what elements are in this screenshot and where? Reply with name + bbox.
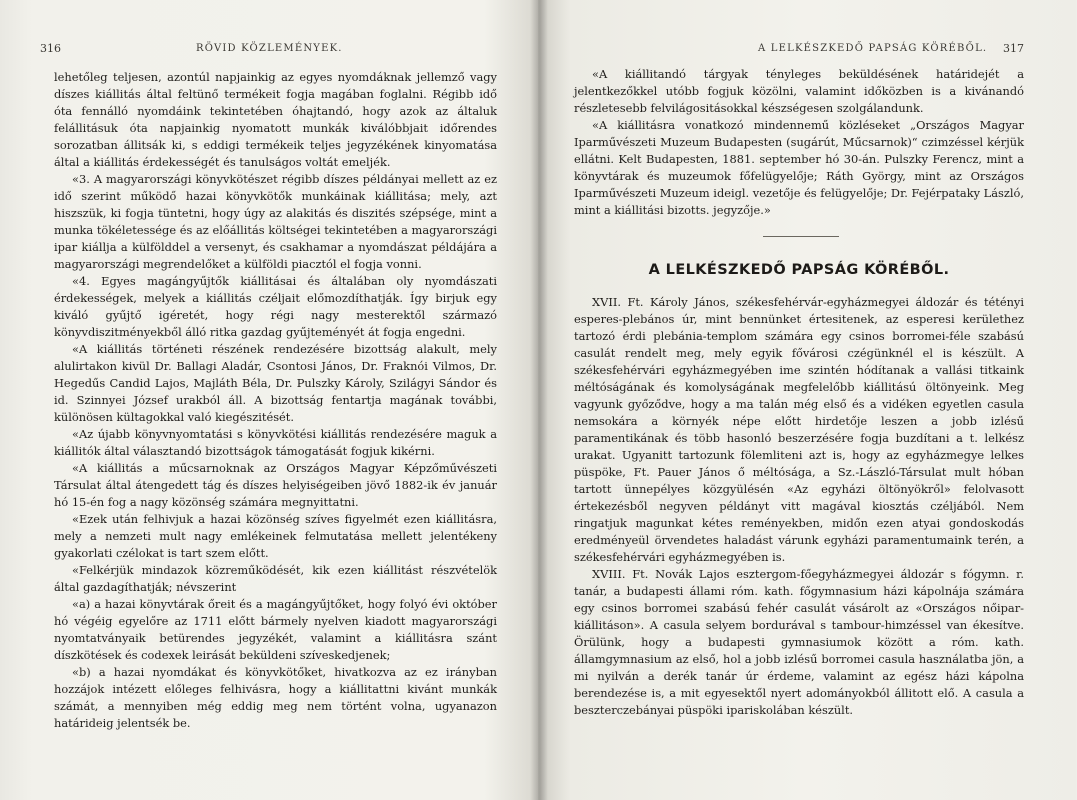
left-paragraph: «a) a hazai könyvtárak őreit és a magángyűjtőket, hogy folyó évi október hó végéig egyelőre az 1711 előtt bármely nyelven kiadott magyarországi nyomtatványaik betürendes jegyzékét, valamint a kiállitásra szánt díszkötések és codexek leirását beküldeni szíveskedjenek; [54,597,497,662]
right-page-number: 317 [1003,42,1024,55]
left-body-text [54,69,497,732]
left-paragraph: «A kiállitás történeti részének rendezésére bizottság alakult, mely alulirtakon kivül Dr. Ballagi Aladár, Csontosi János, Dr. Fraknói Vilmos, Dr. Hegedűs Candid Lajos, Majláth Béla, Dr. Pulszky Károly, Szilágyi Sándor és id. Szinnyei József urakból áll. A bizottság fentartja magának további, különösen kültagokkal való kiegészitését. [54,342,497,424]
right-top-text [574,66,1024,219]
right-paragraph: «A kiállitandó tárgyak tényleges beküldésének határidejét a jelentkezőkkel utóbb fogjuk közölni, valamint időközben is a kivánandó részletesebb felvilágositásokkal készségesen szolgálandunk. [574,67,1024,115]
section-paragraph: XVIII. Ft. Novák Lajos esztergom-főegyházmegyei áldozár s fógymn. r. tanár, a budapesti állami róm. kath. főgymnasium házi kápolnája számára egy csinos borromei szabású fehér casulát vásárolt az «Országos nőipar-kiállitáson». A casula selyem bordurával s tambour-himzéssel van ékesítve. Örülünk, hogy a budapesti gymnasiumok között a róm. kath. államgymnasium az első, hol a jobb izlésű borromei casula használatba jön, a mi nyilván a derék tanár úr érdeme, valamint az egész házi kápolna berendezése is, a mit egyesektől nyert adományokból állitott elő. A casula a beszterczebányai püspöki ipariskolában készült. [574,567,1024,717]
section-heading: A LELKÉSZKEDŐ PAPSÁG KÖRÉBŐL. [648,262,950,278]
section-paragraph: XVII. Ft. Károly János, székesfehérvár-egyházmegyei áldozár és tétényi esperes-plebános úr, mint bennünket értesitenek, az esperesi kerülethez tartozó érdi plebánia-templom számára egy csinos borromei-féle szabású casulát rendelt meg, mely egyik fővárosi czégünknél el is készült. A székesfehérvári egyházmegyében ime szintén hódítanak a vallási titkaink méltóságának és komolyságának megfelelőbb kiállitású öltönyeink. Meg vagyunk győződve, hogy a ma talán még első és a vidéken egyetlen casula nemsokára a környék népe előtt hirdetője leszen a jobb izlésű paramentikának és több hasonló beszerzésére fogja buzdítani a t. lelkész urakat. Ugyanitt tartozunk fölemliteni azt is, hogy az egyházmegye lelkes püspöke, Ft. Pauer János ő méltósága, a Sz.-László-Társulat mult hóban tartott ünnepélyes közgyülésén «Az egyházi öltönyökről» felolvasott értekezésből negyven példányt vitt magával kiosztás czéljából. Nem ringatjuk magunkat kétes reményekben, midőn ezen atyai gondoskodás eredményeül örvendetes haladást várunk egyházi paramentumaink terén, a székesfehérvári egyházmegyében is. [574,295,1024,564]
left-running-title: RÖVID KÖZLEMÉNYEK. [196,43,343,54]
section-divider [763,236,839,237]
left-paragraph: lehetőleg teljesen, azontúl napjainkig az egyes nyomdáknak jellemző vagy díszes kiállitás által feltünő termékeit fogja magában foglalni. Régibb idő óta fennálló nyomdáink tekintetében óhajtandó, hogy azok az általuk felállitásuk óta napjainkig nyomatott munkák kiválóbbjait időrendes sorozatban állitsák ki, s eddigi termékeik teljes jegyzékének kinyomatása által a kiállitás érdekességét és tanulságos voltát emeljék. [54,70,497,169]
left-paragraph: «b) a hazai nyomdákat és könyvkötőket, hivatkozva az ez irányban hozzájok intézett előleges felhivásra, hogy a kiállitattni kivánt munkák számát, a mennyiben még eddig meg nem történt volna, ugyanazon határideig jelentsék be. [54,665,497,730]
left-running-head [40,42,502,56]
left-paragraph: «Az újabb könyvnyomtatási s könyvkötési kiállitás rendezésére maguk a kiállitók által választandó bizottságok támogatását fogjuk kikérni. [54,427,497,458]
right-running-head [574,42,1024,56]
left-page-number: 316 [40,42,61,55]
right-paragraph: «A kiállitásra vonatkozó mindennemű közléseket „Országos Magyar Iparművészeti Muzeum Budapesten (sugárút, Műcsarnok)“ czimzéssel kérjük ellátni. Kelt Budapesten, 1881. september hó 30-án. Pulszky Ferencz, mint a könyvtárak és muzeumok főfelügyelője; Ráth György, mint az Országos Iparművészeti Muzeum ideigl. vezetője és felügyelője; Dr. Fejérpataky László, mint a kiállitási bizotts. jegyzője.» [574,118,1024,217]
left-paragraph: «Felkérjük mindazok közreműködését, kik ezen kiállitást részvételök által gazdagíthatják; névszerint [54,563,497,594]
left-paragraph: «A kiállitás a műcsarnoknak az Országos Magyar Képzőművészeti Társulat által átengedett tág és díszes helyiségeiben jövő 1882-ik év január hó 15-én fog a nagy közönség számára megnyittatni. [54,461,497,509]
left-paragraph: «Ezek után felhivjuk a hazai közönség szíves figyelmét ezen kiállitásra, mely a nemzeti mult nagy emlékeinek felmutatása mellett jelentékeny gyakorlati czélokat is tart szem előtt. [54,512,497,560]
right-section-text [574,294,1024,719]
right-running-title: A LELKÉSZKEDŐ PAPSÁG KÖRÉBŐL. [758,43,988,54]
right-page [538,0,1076,800]
left-paragraph: «4. Egyes magángyűjtők kiállitásai és általában oly nyomdászati érdekességek, melyek a kiállitás czéljait előmozdíthatják. Így birjuk egy kiváló gyűjtő igéretét, hogy régi nagy mesterektől származó könyvdiszitményekből álló ritka gazdag gyűjteményét át fogja engedni. [54,274,497,339]
left-page [0,0,538,800]
left-paragraph: «3. A magyarországi könyvkötészet régibb díszes példányai mellett az ez idő szerint működő hazai könyvkötők munkáinak kiállitása; mely, azt hiszszük, ki fogja tüntetni, hogy úgy az alakitás és diszités szépsége, mint a munka tökéletessége és az előállitás költségei tekintetében a magyarországi ipar kiállja a külfölddel a versenyt, és csakhamar a nyomdászat példájára a magyarországi megrendelőket a külföldi piacztól el fogja vonni. [54,172,497,271]
